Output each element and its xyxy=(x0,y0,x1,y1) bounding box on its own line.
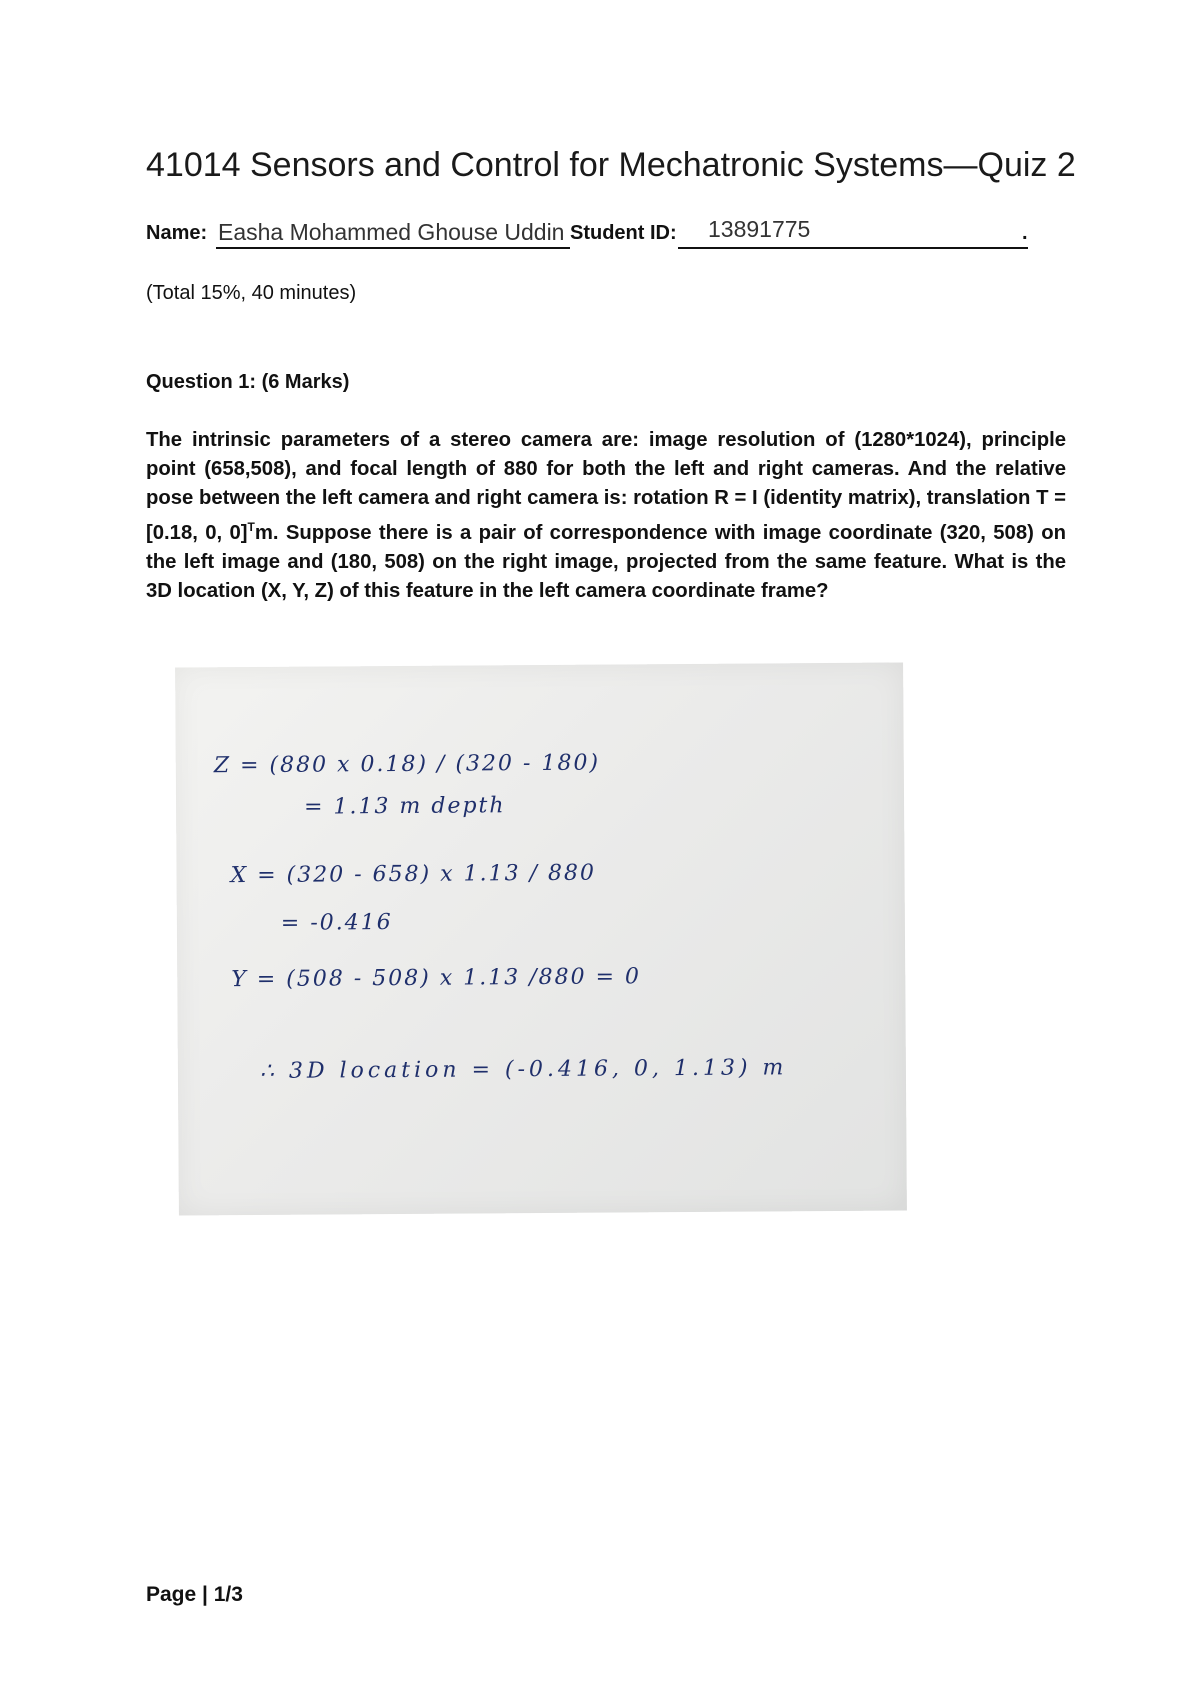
student-id-underline xyxy=(678,247,1028,249)
name-value: Easha Mohammed Ghouse Uddin xyxy=(218,219,565,245)
student-id-label: Student ID: xyxy=(570,222,677,244)
question-1-text xyxy=(146,426,1066,606)
answer-line-z: Z = (880 x 0.18) / (320 - 180) xyxy=(213,750,601,779)
answer-line-y: Y = (508 - 508) x 1.13 /880 = 0 xyxy=(231,964,642,993)
answer-line-x-result: = -0.416 xyxy=(280,910,393,936)
page-number: Page | 1/3 xyxy=(146,1583,243,1606)
answer-line-depth: = 1.13 m depth xyxy=(303,793,506,820)
student-id-end: . xyxy=(1022,222,1028,244)
question-1-heading: Question 1: (6 Marks) xyxy=(146,371,350,393)
question-1-text-b: m. Suppose there is a pair of correspondence with image coordinate (320, 508) on the left image and (180, 508) on the right image, projected from the same feature. What is the 3D location (X, Y, Z) of this feature in the left camera coordinate frame? xyxy=(146,521,1066,602)
handwritten-answer-photo xyxy=(175,662,907,1215)
name-underline xyxy=(216,247,570,249)
answer-line-x: X = (320 - 658) x 1.13 / 880 xyxy=(230,860,597,889)
answer-line-3d-location: ∴ 3D location = (-0.416, 0, 1.13) m xyxy=(259,1055,788,1084)
transpose-superscript: T xyxy=(247,520,255,534)
question-1-text-a: The intrinsic parameters of a stereo camera are: image resolution of (1280*1024), principle point (658,508), and focal length of 880 for both the left and right cameras. And the relative pose between the left camera and right camera is: rotation R = I (identity matrix), translation T = [0.18, 0, 0] xyxy=(146,429,1066,544)
name-label: Name: xyxy=(146,222,208,244)
document-title: 41014 Sensors and Control for Mechatronic Systems—Quiz 2 xyxy=(146,146,1076,184)
total-marks-time: (Total 15%, 40 minutes) xyxy=(146,282,357,304)
student-id-value: 13891775 xyxy=(708,216,811,242)
